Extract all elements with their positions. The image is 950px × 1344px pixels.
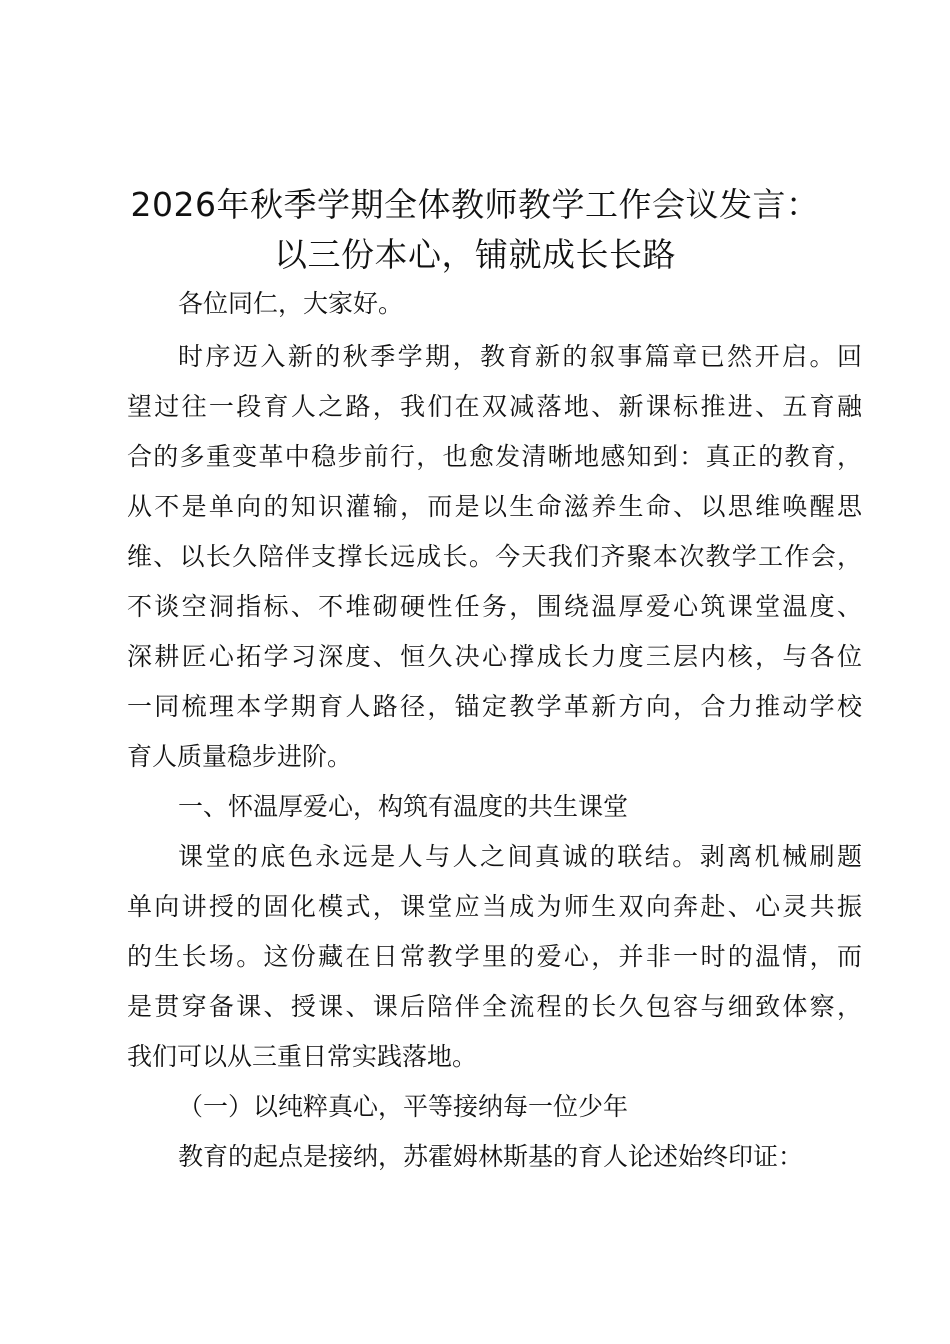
paragraph-1-line-9: 育人质量稳步进阶。 — [127, 742, 353, 771]
document-title-line-2: 以三份本心，铺就成长长路 — [274, 235, 676, 274]
paragraph-1-line-2: 望过往一段育人之路，我们在双减落地、新课标推进、五育融 — [127, 392, 862, 421]
paragraph-1-line-4: 从不是单向的知识灌输，而是以生命滋养生命、以思维唤醒思 — [127, 492, 862, 521]
paragraph-1-line-8: 一同梳理本学期育人路径，锚定教学革新方向，合力推动学校 — [127, 692, 862, 721]
paragraph-1-line-3: 合的多重变革中稳步前行，也愈发清晰地感知到：真正的教育， — [127, 442, 862, 471]
subsection-heading-1: （一）以纯粹真心，平等接纳每一位少年 — [178, 1092, 629, 1121]
paragraph-2-line-1: 课堂的底色永远是人与人之间真诚的联结。剥离机械刷题 — [178, 842, 862, 871]
document-title-line-1: 2026年秋季学期全体教师教学工作会议发言： — [130, 185, 820, 224]
greeting-line: 各位同仁，大家好。 — [178, 289, 404, 318]
paragraph-1-line-6: 不谈空洞指标、不堆砌硬性任务，围绕温厚爱心筑课堂温度、 — [127, 592, 862, 621]
paragraph-1-line-7: 深耕匠心拓学习深度、恒久决心撑成长力度三层内核，与各位 — [127, 642, 862, 671]
paragraph-2-line-2: 单向讲授的固化模式，课堂应当成为师生双向奔赴、心灵共振 — [127, 892, 862, 921]
paragraph-1-line-1: 时序迈入新的秋季学期，教育新的叙事篇章已然开启。回 — [178, 342, 862, 371]
section-heading-1: 一、怀温厚爱心，构筑有温度的共生课堂 — [178, 792, 629, 821]
paragraph-2-line-3: 的生长场。这份藏在日常教学里的爱心，并非一时的温情，而 — [127, 942, 862, 971]
paragraph-3-line-1: 教育的起点是接纳，苏霍姆林斯基的育人论述始终印证： — [178, 1142, 804, 1171]
paragraph-2-line-4: 是贯穿备课、授课、课后陪伴全流程的长久包容与细致体察， — [127, 992, 862, 1021]
paragraph-2-line-5: 我们可以从三重日常实践落地。 — [127, 1042, 478, 1071]
paragraph-1-line-5: 维、以长久陪伴支撑长远成长。今天我们齐聚本次教学工作会， — [127, 542, 862, 571]
